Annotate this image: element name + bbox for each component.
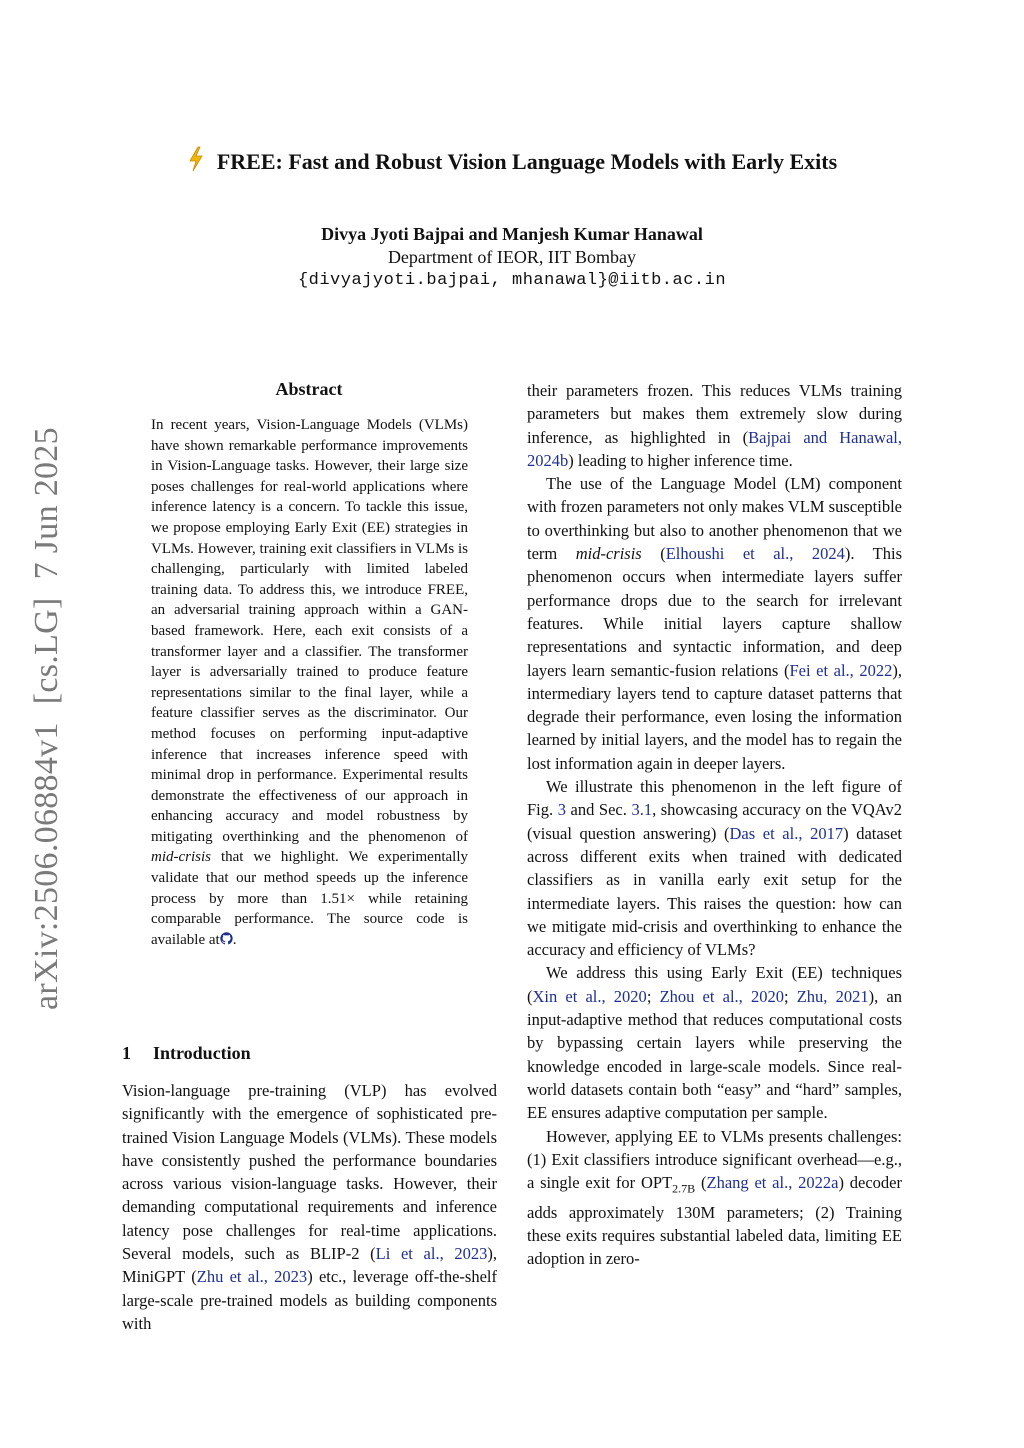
italic-term: mid-crisis bbox=[575, 544, 642, 564]
citation-link[interactable]: Zhang et al., 2022a bbox=[706, 1173, 839, 1193]
section-heading-introduction bbox=[122, 1043, 251, 1064]
intro-paragraph-2 bbox=[527, 472, 902, 775]
text-run: However, applying EE to VLMs presents challenges: (1) Exit classifiers introduce significant overhead—e.g., a single exit for OPT bbox=[527, 1126, 902, 1193]
citation-link[interactable]: Zhou et al., 2020 bbox=[659, 986, 784, 1006]
text-run: Vision-language pre-training (VLP) has evolved significantly with the emergence of sophisticated pre-trained Vision Language Models (VLMs). These models have consistently pushed the performance boundaries across various vision-language tasks. However, their demanding computational requirements and inference latency pose challenges for real-time applications. Several models, such as BLIP-2 ( bbox=[122, 1081, 497, 1264]
arxiv-id: arXiv:2506.06884v1 bbox=[28, 722, 65, 1010]
text-run: their parameters frozen. This reduces VLMs training parameters but makes them extremely slow during inference, as highlighted in ( bbox=[527, 381, 902, 447]
text-run: and Sec. bbox=[565, 800, 632, 820]
author-email: {divyajyoti.bajpai, mhanawal}@iitb.ac.in bbox=[297, 271, 727, 290]
citation-link[interactable]: Bajpai and Hanawal, 2024b bbox=[527, 427, 902, 470]
text-run: ), intermediary layers tend to capture dataset patterns that degrade their performance, even losing the information learned by initial layers, and the model has to regain the lost information again in deeper layers. bbox=[527, 660, 903, 773]
text-run: We address this using Early Exit (EE) techniques ( bbox=[527, 963, 902, 1006]
intro-paragraph-4 bbox=[527, 961, 902, 1124]
text-run: , showcasing accuracy on the VQAv2 (visual question answering) ( bbox=[527, 800, 903, 843]
right-column-text bbox=[527, 379, 902, 1271]
text-run: ) decoder adds approximately 130M parameters; (2) Training these exits requires substantial labeled data, limiting EE adoption in zero- bbox=[527, 1173, 902, 1269]
subscript: 2.7B bbox=[672, 1181, 696, 1196]
text-run: ), an input-adaptive method that reduces computational costs by bypassing certain layers while preserving the knowledge encoded in large-scale models. Since real-world datasets contain both “easy” and “hard” samples, EE ensures adaptive computation per sample. bbox=[527, 986, 902, 1123]
citation-link[interactable]: Fei et al., 2022 bbox=[789, 660, 893, 680]
citation-link[interactable]: Xin et al., 2020 bbox=[532, 986, 647, 1006]
author-names: Divya Jyoti Bajpai and Manjesh Kumar Hanawal bbox=[321, 224, 703, 244]
intro-paragraph-1 bbox=[122, 1079, 497, 1335]
abstract-body bbox=[151, 415, 468, 950]
abstract-text-end: that we highlight. We experimentally validate that our method speeds up the inference process by more than 1.51× while retaining comparable performance. The source code is available at bbox=[151, 849, 468, 948]
citation-link[interactable]: Zhu, 2021 bbox=[796, 986, 869, 1006]
citation-link[interactable]: Das et al., 2017 bbox=[729, 823, 844, 843]
text-run: ; bbox=[646, 986, 660, 1006]
citation-link[interactable]: Elhoushi et al., 2024 bbox=[665, 544, 845, 564]
abstract-period: . bbox=[232, 931, 237, 948]
paper-title-block bbox=[0, 146, 1024, 175]
section-title: Introduction bbox=[153, 1043, 251, 1063]
section-reference-link[interactable]: 3.1 bbox=[631, 800, 653, 820]
intro-paragraph-1-continued bbox=[527, 379, 902, 472]
text-run: ) leading to higher inference time. bbox=[568, 450, 793, 470]
left-column-text bbox=[122, 1079, 497, 1335]
figure-reference-link[interactable]: 3 bbox=[557, 800, 566, 820]
arxiv-sidebar-stamp bbox=[28, 409, 66, 1010]
intro-paragraph-3 bbox=[527, 775, 902, 961]
text-run: ), MiniGPT ( bbox=[122, 1244, 497, 1287]
intro-paragraph-5 bbox=[527, 1125, 902, 1271]
citation-link[interactable]: Li et al., 2023 bbox=[375, 1244, 488, 1264]
paper-title: FREE: Fast and Robust Vision Language Models with Early Exits bbox=[216, 149, 838, 174]
citation-link[interactable]: Zhu et al., 2023 bbox=[196, 1267, 308, 1287]
abstract-heading: Abstract bbox=[275, 379, 343, 399]
section-number: 1 bbox=[122, 1043, 131, 1063]
text-run: ( bbox=[695, 1173, 707, 1193]
abstract-italic-term: mid-crisis bbox=[151, 849, 211, 866]
text-run: The use of the Language Model (LM) component with frozen parameters not only makes VLM susceptible to overthinking but also to another phenomenon that we term bbox=[527, 474, 902, 564]
github-icon[interactable] bbox=[220, 932, 233, 945]
arxiv-category: [cs.LG] bbox=[28, 597, 65, 705]
text-run: ) dataset across different exits when trained with dedicated classifiers as in vanilla early exit setup for the intermediate layers. This raises the question: how can we mitigate mid-crisis and overthinking to enhance the accuracy and efficiency of VLMs? bbox=[527, 823, 903, 960]
author-affiliation: Department of IEOR, IIT Bombay bbox=[387, 247, 637, 267]
abstract-text: In recent years, Vision-Language Models (VLMs) have shown remarkable performance improvements in Vision-Language tasks. However, their large size poses challenges for real-world applications where inference latency is a concern. To tackle this issue, we propose employing Early Exit (EE) strategies in VLMs. However, training exit classifiers in VLMs is challenging, particularly with limited labeled training data. To address this, we introduce FREE, an adversarial training approach within a GAN-based framework. Here, each exit consists of a transformer layer and a classifier. The transformer layer is adversarially trained to produce feature representations similar to the final layer, while a feature classifier serves as the discriminator. Our method focuses on performing input-adaptive inference that increases inference speed with minimal drop in performance. Experimental results demonstrate the effectiveness of our approach in enhancing accuracy and model robustness by mitigating overthinking and the phenomenon of bbox=[151, 417, 468, 845]
text-run: We illustrate this phenomenon in the left figure of Fig. bbox=[527, 777, 902, 820]
text-run: ). This phenomenon occurs when intermediate layers suffer performance drops due to the search for irrelevant features. While initial layers capture shallow representations and syntactic information, and deep layers learn semantic-fusion relations ( bbox=[527, 544, 903, 680]
text-run: ) etc., leverage off-the-shelf large-scale pre-trained models as building components with bbox=[122, 1267, 497, 1333]
arxiv-date: 7 Jun 2025 bbox=[28, 427, 65, 580]
lightning-bolt-icon bbox=[187, 146, 205, 172]
text-run: ( bbox=[641, 544, 666, 564]
text-run: ; bbox=[783, 986, 797, 1006]
